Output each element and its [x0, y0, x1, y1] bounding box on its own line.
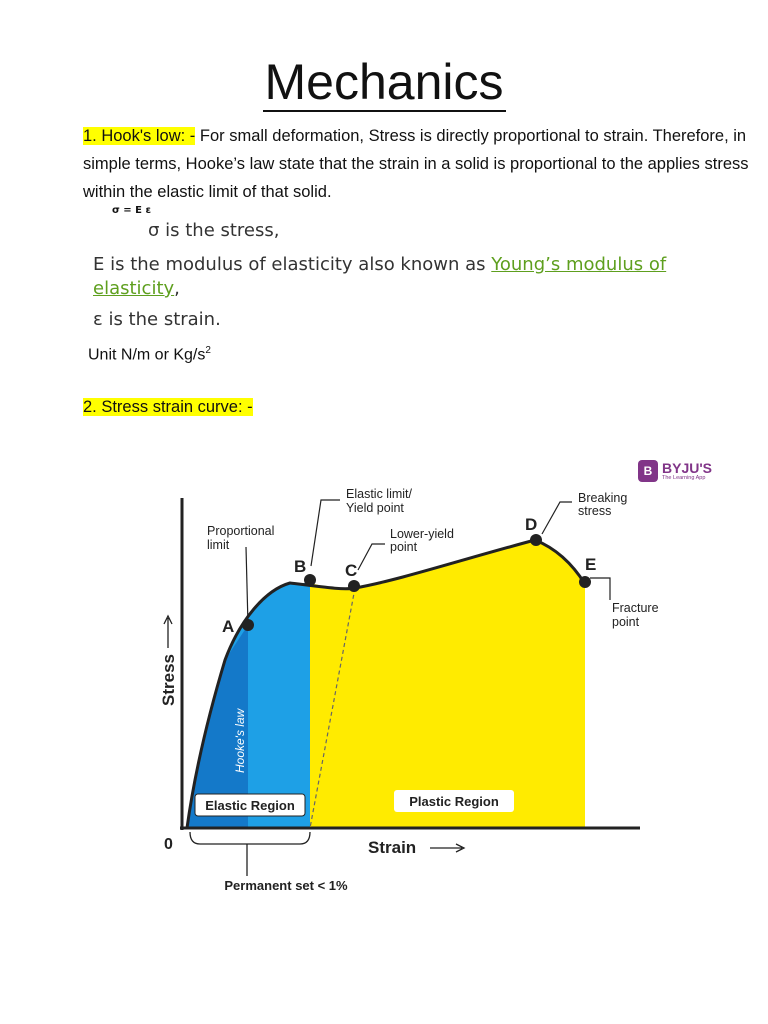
lower-yield-line-1: Lower-yield	[390, 527, 454, 541]
byjus-logo-name: BYJU'S	[662, 460, 713, 476]
byjus-logo-tagline: The Learning App	[662, 475, 706, 481]
breaking-stress-leader	[542, 502, 572, 534]
proportional-limit-line-2: limit	[207, 538, 230, 552]
fracture-point-label	[612, 601, 660, 629]
section-2-heading	[83, 398, 253, 417]
proportional-limit-leader	[246, 547, 248, 625]
breaking-stress-line-2: stress	[578, 504, 612, 518]
lower-yield-line-2: point	[390, 540, 418, 554]
youngs-modulus-link[interactable]: Young’s modulus of elasticity	[93, 254, 667, 299]
point-a-letter: A	[222, 617, 235, 636]
x-axis-arrow-icon	[430, 844, 464, 852]
point-e-marker	[579, 576, 591, 588]
point-e-letter: E	[585, 555, 597, 574]
origin-label: 0	[164, 836, 173, 853]
x-axis-label: Strain	[368, 838, 417, 857]
sigma-definition: σ is the stress,	[148, 220, 280, 241]
proportional-limit-label	[207, 524, 278, 552]
unit-text: Unit N/m or Kg/s	[88, 346, 206, 364]
fracture-point-line-2: point	[612, 615, 640, 629]
page-title: Mechanics	[264, 54, 504, 110]
hookes-law-label: Hooke's law	[233, 708, 247, 773]
elastic-limit-line-1: Elastic limit/	[346, 487, 412, 501]
permanent-set-label: Permanent set < 1%	[224, 878, 348, 893]
hooke-formula: σ = E ε	[112, 205, 152, 216]
section-1-paragraph	[83, 122, 753, 206]
unit-line	[88, 345, 211, 364]
point-d-letter: D	[525, 515, 538, 534]
byjus-logo-mark: B	[638, 460, 658, 482]
point-c-letter: C	[345, 561, 358, 580]
point-c-marker	[348, 580, 360, 592]
stress-strain-figure	[140, 480, 660, 900]
fracture-leader	[590, 578, 610, 600]
section-1-heading: 1. Hook's low: -	[83, 127, 196, 145]
modulus-definition	[93, 253, 713, 301]
plastic-region-label: Plastic Region	[409, 794, 499, 809]
breaking-stress-label	[578, 491, 631, 518]
y-axis-arrow-icon	[164, 616, 172, 648]
lower-yield-leader	[358, 544, 385, 570]
elastic-limit-leader	[311, 500, 340, 566]
modulus-definition-text: E is the modulus of elasticity also known as	[93, 254, 492, 275]
elastic-limit-line-2: Yield point	[346, 501, 404, 515]
point-b-letter: B	[294, 557, 307, 576]
proportional-limit-line-1: Proportional	[207, 524, 275, 538]
section-2-heading-text: 2. Stress strain curve: -	[83, 398, 253, 416]
lower-yield-label	[390, 527, 457, 554]
strain-definition: ε is the strain.	[93, 309, 221, 330]
y-axis-label: Stress	[159, 654, 178, 706]
permanent-set-bracket	[190, 832, 310, 844]
elastic-limit-label	[346, 487, 415, 515]
section-1-text: For small deformation, Stress is directly proportional to strain. Therefore, in simple terms, Hooke’s law state that the strain in a solid is proportional to the applies stress within the elastic limit of that solid.	[83, 127, 749, 201]
breaking-stress-line-1: Breaking	[578, 491, 628, 505]
elastic-region-label: Elastic Region	[205, 798, 295, 813]
point-d-marker	[530, 534, 542, 546]
fracture-point-line-1: Fracture	[612, 601, 659, 615]
unit-superscript: 2	[205, 345, 211, 356]
modulus-definition-suffix: ,	[174, 278, 180, 299]
